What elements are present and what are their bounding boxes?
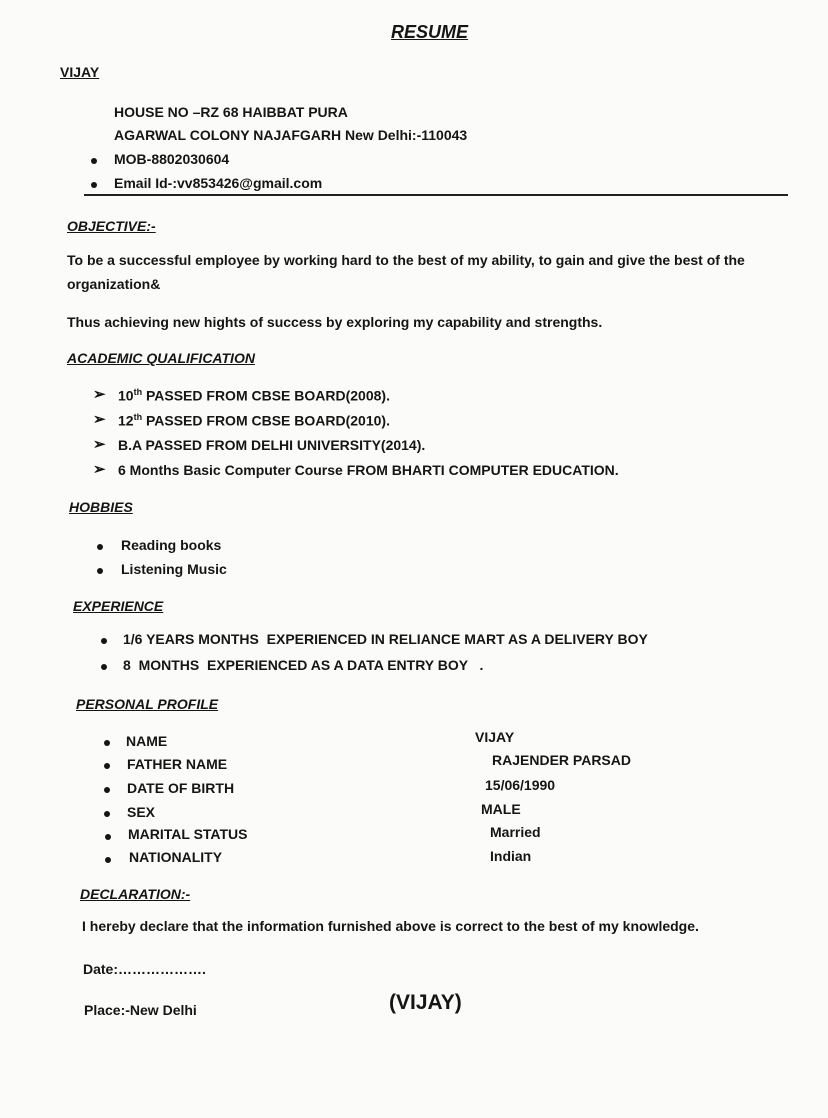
arrow-bullet-icon: ➢	[93, 386, 106, 403]
address-line-1: HOUSE NO –RZ 68 HAIBBAT PURA	[114, 104, 348, 120]
experience-item: 1/6 YEARS MONTHS EXPERIENCED IN RELIANCE MART AS A DELIVERY BOY	[123, 631, 648, 647]
bullet-icon	[101, 638, 107, 644]
profile-value-father-name: RAJENDER PARSAD	[492, 752, 631, 768]
bullet-icon	[97, 568, 103, 574]
objective-text-2: Thus achieving new hights of success by exploring my capability and strengths.	[67, 314, 603, 330]
profile-label-name: NAME	[126, 733, 168, 749]
candidate-name: VIJAY	[60, 64, 100, 80]
bullet-icon	[104, 811, 110, 817]
experience-item: 8 MONTHS EXPERIENCED AS A DATA ENTRY BOY .	[123, 657, 484, 673]
academic-item: 10th PASSED FROM CBSE BOARD(2008).	[118, 387, 390, 404]
profile-value-dob: 15/06/1990	[485, 777, 556, 793]
hobby-item: Reading books	[121, 537, 222, 553]
declaration-place: Place:-New Delhi	[84, 1002, 197, 1018]
arrow-bullet-icon: ➢	[93, 436, 106, 453]
bullet-icon	[101, 664, 107, 670]
mobile-number: MOB-8802030604	[114, 151, 230, 167]
bullet-icon	[104, 763, 110, 769]
arrow-bullet-icon: ➢	[93, 461, 106, 478]
arrow-bullet-icon: ➢	[93, 411, 106, 428]
academic-item: B.A PASSED FROM DELHI UNIVERSITY(2014).	[118, 437, 426, 453]
personal-profile-heading: PERSONAL PROFILE	[76, 696, 219, 712]
profile-label-sex: SEX	[127, 804, 156, 820]
email-address: Email Id-:vv853426@gmail.com	[114, 175, 323, 191]
profile-value-marital-status: Married	[490, 824, 541, 840]
bullet-icon	[105, 834, 111, 840]
bullet-icon	[105, 857, 111, 863]
profile-label-father-name: FATHER NAME	[127, 756, 228, 772]
profile-label-marital-status: MARITAL STATUS	[128, 826, 248, 842]
profile-value-sex: MALE	[481, 801, 521, 817]
profile-label-dob: DATE OF BIRTH	[127, 780, 235, 796]
academic-item: 6 Months Basic Computer Course FROM BHARTI COMPUTER EDUCATION.	[118, 462, 619, 478]
profile-value-name: VIJAY	[475, 729, 515, 745]
declaration-heading: DECLARATION:-	[80, 886, 191, 902]
bullet-icon	[91, 182, 97, 188]
academic-item: 12th PASSED FROM CBSE BOARD(2010).	[118, 412, 390, 429]
declaration-text: I hereby declare that the information furnished above is correct to the best of my knowledge.	[82, 918, 699, 934]
objective-heading: OBJECTIVE:-	[67, 218, 156, 234]
objective-text-line-2: organization&	[67, 276, 161, 292]
profile-value-nationality: Indian	[490, 848, 532, 864]
hobbies-heading: HOBBIES	[69, 499, 133, 515]
profile-label-nationality: NATIONALITY	[129, 849, 223, 865]
signature-name: (VIJAY)	[389, 991, 462, 1014]
bullet-icon	[104, 787, 110, 793]
address-line-2: AGARWAL COLONY NAJAFGARH New Delhi:-110043	[114, 127, 468, 143]
bullet-icon	[97, 544, 103, 550]
objective-text-line-1: To be a successful employee by working hard to the best of my ability, to gain and give the best of the	[67, 252, 745, 268]
resume-title: RESUME	[391, 22, 469, 42]
academic-heading: ACADEMIC QUALIFICATION	[67, 350, 255, 366]
hobby-item: Listening Music	[121, 561, 227, 577]
experience-heading: EXPERIENCE	[73, 598, 164, 614]
bullet-icon	[104, 740, 110, 746]
header-divider	[84, 194, 788, 196]
bullet-icon	[91, 158, 97, 164]
declaration-date: Date:……………….	[83, 961, 206, 977]
